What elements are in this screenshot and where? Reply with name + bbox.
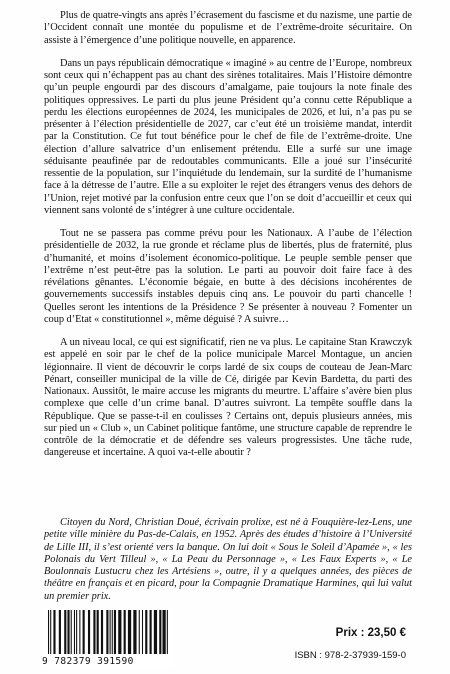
barcode-bar [142, 610, 143, 654]
barcode-bar [106, 610, 108, 654]
barcode-bar [133, 610, 136, 654]
price: Prix : 23,50 € [335, 627, 406, 639]
barcode-bar [124, 610, 126, 654]
barcode-bar [67, 610, 69, 654]
barcode-bar [59, 610, 61, 654]
barcode-bar [93, 610, 95, 654]
barcode-bar [97, 610, 99, 654]
synopsis-paragraph: Dans un pays républicain démocratique « imaginé » au centre de l’Europe, nombreux sont ceux qui n’échappent pas au chant des sirènes totalitaires. Mais l’Histoire démontre qu’un peuple engourdi par des discours d’amalgame, paie toujours la note finale des politiques oppressives. Le parti du plus jeune Président qu’a connu cette République a perdu les élections européennes de 2024, les municipales de 2026, et lui, n’a pas pu se présenter à l’élection présidentielle de 2027, car c’eut été un troisième mandat, interdit par la Constitution. Ce fut tout bénéfice pour le chef de file de l’extrême-droite. Une élection d’allure salvatrice d’un enlisement prétendu. Elle a surfé sur une image séduisante peaufinée par de redoutables communicants. Elle a joué sur l’insécurité ressentie de la population, sur l’inquiétude du lendemain, sur la surdité de l’humanisme face à la détresse de l’autre. Elle a su exploiter le rejet des étrangers venus des dehors de l’Union, rejet motivé par la confusion entre ceux que l’on se doit d’accueillir et ceux qui viennent sans volonté de s’intégrer à une culture occidentale. [44, 57, 412, 216]
synopsis-paragraph: Plus de quatre-vingts ans après l’écrasement du fascisme et du nazisme, une partie de l’Occident connaît une montée du populisme et de l’extrême-droite sécuritaire. On assiste à l’émergence d’une politique nouvelle, en apparence. [44, 10, 412, 46]
barcode-bar [53, 610, 55, 654]
synopsis-paragraph: Tout ne se passera pas comme prévu pour les Nationaux. A l’aube de l’élection présidentielle de 2032, la rue gronde et réclame plus de libertés, plus de fraternité, plus d’humanité, et moins d’isolement économico-politique. Le peuple semble penser que l’extrême n’est peut-être pas la solution. Le parti au pouvoir doit faire face à des révélations gênantes. L’économie bégaie, en butte à des décisions incohérentes de gouvernements successifs instables depuis cinq ans. Le pouvoir du parti chancelle ! Quelles seront les intentions de la Présidence ? Se présenter à nouveau ? Fomenter un coup d’Etat « constitutionnel », même déguisé ? A suivre… [44, 228, 412, 325]
barcode-number: 9 782379 391590 [42, 656, 134, 667]
barcode-bar [76, 610, 77, 654]
barcode-bar [110, 610, 111, 654]
barcode-bars [42, 608, 174, 658]
barcode-bar [154, 610, 157, 654]
synopsis-paragraph: A un niveau local, ce qui est significatif, rien ne va plus. Le capitaine Stan Krawczyk est appelé en soir par le chef de la police municipale Marcel Montague, un ancien légionnaire. Il vient de découvrir le corps lardé de six coups de couteau de Jean-Marc Pénart, conseiller municipal de la ville de Cé, dirigée par Kevin Bardetta, du parti des Nationaux. Aussitôt, le maire accuse les migrants du meurtre. L’affaire s’avère bien plus complexe que celle d’un crime banal. D’autres suivront. La tempête souffle dans la République. Que se passe-t-il en coulisses ? Certains ont, depuis plusieurs années, mis sur pied un « Club », un Cabinet politique fantôme, une structure capable de reprendre le contrôle de la démocratie et de défendre ses valeurs progressistes. Une tâche rude, dangereuse et incertaine. A quoi va-t-elle aboutir ? [44, 337, 412, 459]
barcode-bar [150, 610, 152, 654]
author-bio: Citoyen du Nord, Christian Doué, écrivain prolixe, est né à Fouquière-lez-Lens, une petite ville minière du Pas-de-Calais, en 1952. Après des études d’histoire à l’Université de Lille III, il s’est orienté vers la banque. On lui doit « Sous le Soleil d’Apamée », « les Polonais du Vert Tilleul », « La Peau du Personnage », « Les Faux Experts », « Le Boulonnais Lustucru chez les Artésiens », outre, il y a quelques années, des pièces de théâtre en français et en picard, pour la Compagnie Dramatique Harmines, qui lui valut un premier prix. [44, 517, 412, 602]
synopsis [44, 10, 412, 460]
barcode-bar [159, 610, 161, 654]
barcode-bar [118, 610, 121, 654]
barcode-bar [114, 610, 116, 654]
barcode-bar [79, 610, 80, 654]
barcode-bar [167, 610, 168, 654]
barcode-bar [48, 610, 49, 654]
barcode-bar [71, 610, 72, 654]
isbn: ISBN : 978-2-37939-159-0 [294, 650, 406, 661]
barcode-bar [64, 610, 66, 654]
barcode-bar [50, 610, 51, 654]
barcode-bar [128, 610, 131, 654]
barcode-bar [139, 610, 140, 654]
barcode-bar [145, 610, 147, 654]
barcode-bar [74, 610, 75, 654]
barcode-bar [112, 610, 113, 654]
barcode-bar [83, 610, 85, 654]
barcode-bar [101, 610, 103, 654]
barcode-bar [162, 610, 165, 654]
barcode-bar [88, 610, 90, 654]
